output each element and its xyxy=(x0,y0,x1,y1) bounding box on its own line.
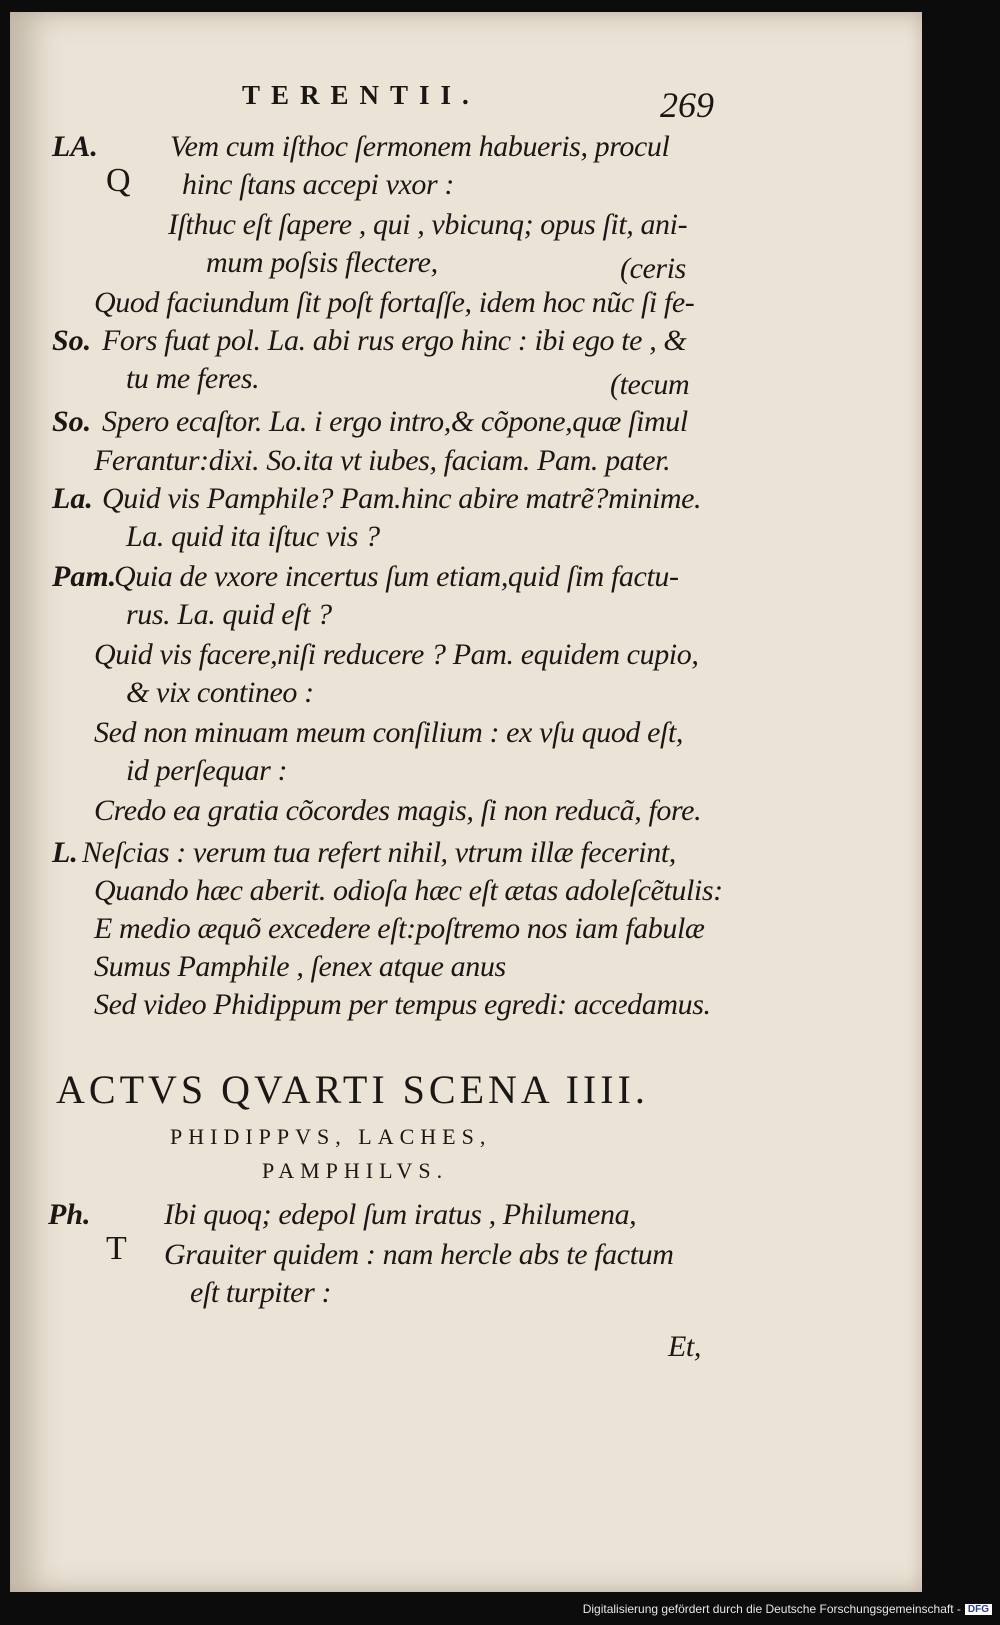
text-line: & vix contineo : xyxy=(126,676,314,709)
speaker-label: LA. xyxy=(52,130,98,163)
text-line: rus. La. quid eſt ? xyxy=(126,598,332,631)
text-line: hinc ſtans accepi vxor : xyxy=(182,168,454,201)
dfg-logo: DFG xyxy=(965,1604,992,1615)
scene-characters: PAMPHILVS. xyxy=(262,1158,449,1183)
text-line: mum poſsis flectere, xyxy=(206,246,438,279)
speaker-label: Pam. xyxy=(52,560,117,593)
drop-capital: Q xyxy=(106,162,131,199)
text-line: Sed non minuam meum conſilium : ex vſu quod eſt, xyxy=(94,716,684,749)
text-line: Spero ecaſtor. La. i ergo intro,& cõpone,quæ ſimul xyxy=(102,405,688,438)
text-line: Neſcias : verum tua refert nihil, vtrum illæ fecerint, xyxy=(82,836,676,869)
text-line: Iſthuc eſt ſapere , qui , vbicunq; opus ſit, ani- xyxy=(168,208,688,241)
text-line: Quia de vxore incertus ſum etiam,quid ſim factu- xyxy=(114,560,679,593)
text-line: id perſequar : xyxy=(126,754,288,787)
digitization-credit xyxy=(583,1602,992,1616)
text-line: (ceris xyxy=(620,252,686,285)
text-line: Quid vis Pamphile? Pam.hinc abire matrẽ?minime. xyxy=(102,482,702,515)
catchword: Et, xyxy=(668,1330,701,1363)
text-line: tu me feres. xyxy=(126,362,260,395)
text-line: Ibi quoq; edepol ſum iratus , Philumena, xyxy=(164,1198,637,1231)
text-line: (tecum xyxy=(610,368,690,401)
speaker-label: Ph. xyxy=(48,1198,91,1231)
text-line: Quid vis facere,niſi reducere ? Pam. equidem cupio, xyxy=(94,638,699,671)
text-line: Sumus Pamphile , ſenex atque anus xyxy=(94,950,506,983)
credit-text: Digitalisierung gefördert durch die Deutsche Forschungsgemeinschaft - xyxy=(582,1602,961,1616)
drop-capital: T xyxy=(106,1230,127,1267)
speaker-label: So. xyxy=(52,324,92,357)
text-line: La. quid ita iſtuc vis ? xyxy=(126,520,380,553)
book-page xyxy=(10,12,922,1592)
text-line: eſt turpiter : xyxy=(190,1276,332,1309)
running-header: TERENTII. xyxy=(242,80,480,110)
text-line: Grauiter quidem : nam hercle abs te factum xyxy=(164,1238,674,1271)
speaker-label: So. xyxy=(52,405,92,438)
text-line: Credo ea gratia cõcordes magis, ſi non reducã, fore. xyxy=(94,794,702,827)
text-line: Vem cum iſthoc ſermonem habueris, procul xyxy=(170,130,670,163)
text-line: Quando hæc aberit. odioſa hæc eſt ætas adoleſcẽtulis: xyxy=(94,874,723,907)
speaker-label: La. xyxy=(52,482,93,515)
text-line: Ferantur:dixi. So.ita vt iubes, faciam. Pam. pater. xyxy=(94,444,671,477)
text-line: Quod faciundum ſit poſt fortaſſe, idem hoc nũc ſi fe- xyxy=(94,286,695,319)
text-line: E medio æquõ excedere eſt:poſtremo nos iam fabulæ xyxy=(94,912,705,945)
scene-heading: ACTVS QVARTI SCENA IIII. xyxy=(56,1067,649,1112)
text-line: Fors fuat pol. La. abi rus ergo hinc : ibi ego te , & xyxy=(102,324,687,357)
text-line: Sed video Phidippum per tempus egredi: accedamus. xyxy=(94,988,711,1021)
scene-characters: PHIDIPPVS, LACHES, xyxy=(170,1124,492,1149)
page-number: 269 xyxy=(660,85,714,125)
speaker-label: L. xyxy=(52,836,78,869)
